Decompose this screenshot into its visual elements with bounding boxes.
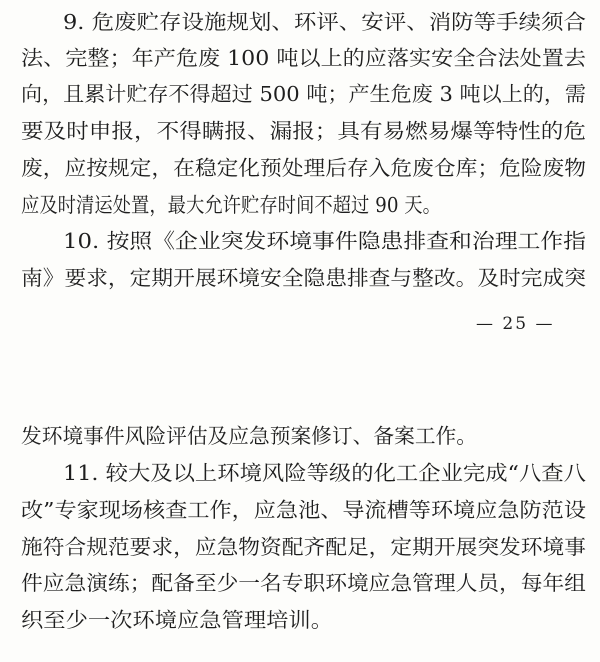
text-line [0,531,600,563]
text-line-content: 法、完整；年产危废 100 吨以上的应落实安全合法处置去 [21,46,586,70]
text-line [0,152,600,184]
text-line [0,262,600,294]
text-line [0,6,600,38]
text-line [0,189,600,221]
text-line-content: 发环境事件风险评估及应急预案修订、备案工作。 [21,424,478,448]
page-number: — 25 — [476,314,555,334]
text-line [0,225,600,257]
text-line-content: 9. 危废贮存设施规划、环评、安评、消防等手续须合 [63,10,587,34]
text-line-content: 南》要求，定期开展环境安全隐患排查与整改。及时完成突 [21,266,586,290]
text-line [0,494,600,526]
text-line-content: 10. 按照《企业突发环境事件隐患排查和治理工作指 [63,229,587,253]
text-line-content: 件应急演练；配备至少一名专职环境应急管理人员，每年组 [21,571,586,595]
text-line [0,78,600,110]
text-line-content: 织至少一次环境应急管理培训。 [21,608,333,632]
text-line [0,457,600,489]
text-line [0,420,600,452]
text-line-content: 废，应按规定，在稳定化预处理后存入危废仓库；危险废物 [21,156,586,180]
text-line [0,604,600,636]
text-line [0,115,600,147]
text-line-content: 改”专家现场核查工作，应急池、导流槽等环境应急防范设 [21,498,586,522]
text-line [0,567,600,599]
text-line-content: 应及时清运处置，最大允许贮存时间不超过 90 天。 [21,193,441,217]
text-line [0,42,600,74]
text-line-content: 向，且累计贮存不得超过 500 吨；产生危废 3 吨以上的，需 [21,82,586,106]
text-line-content: 11. 较大及以上环境风险等级的化工企业完成“八查八 [63,461,586,485]
text-line-content: 施符合规范要求，应急物资配齐配足，定期开展突发环境事 [21,535,586,559]
text-line-content: 要及时申报，不得瞒报、漏报；具有易燃易爆等特性的危 [21,119,586,143]
